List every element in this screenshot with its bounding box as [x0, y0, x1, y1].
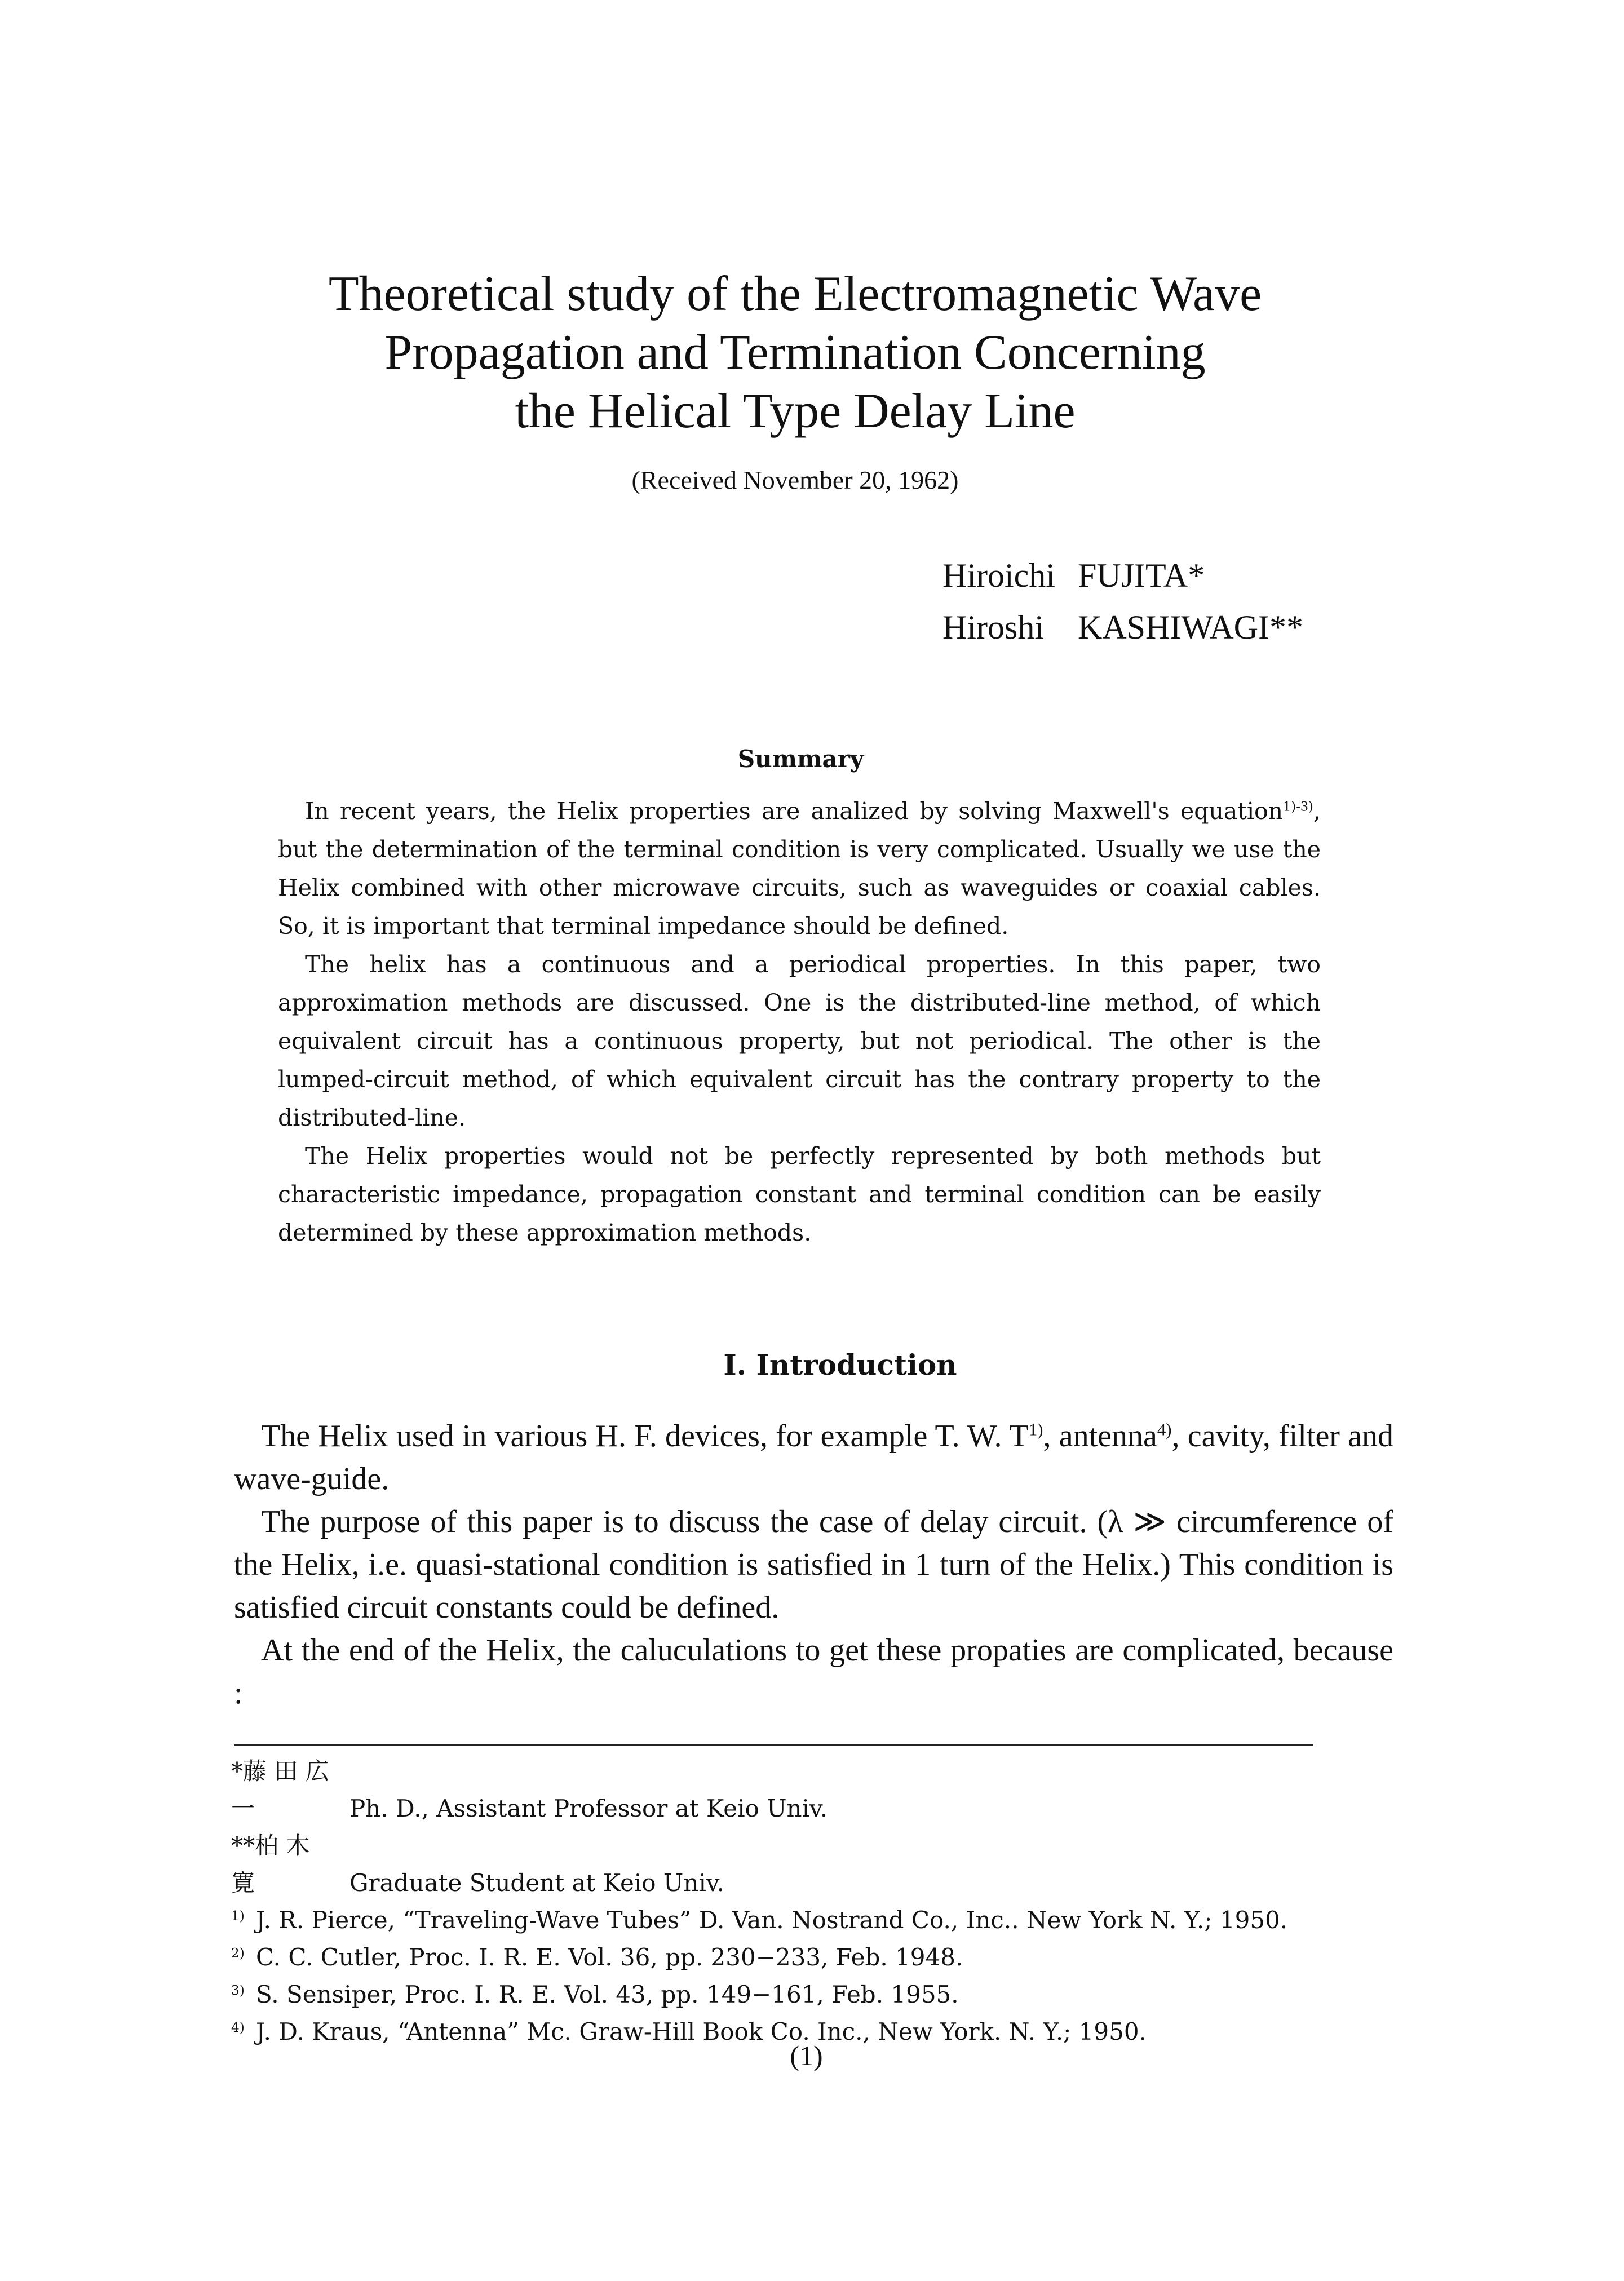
body-paragraph	[234, 1415, 1393, 1500]
footnote-text: S. Sensiper, Proc. I. R. E. Vol. 43, pp. 149−161, Feb. 1955.	[256, 1981, 959, 2008]
page-number: (1)	[790, 2040, 823, 2071]
footnote-text: Graduate Student at Keio Univ.	[349, 1869, 724, 1897]
title-line: Theoretical study of the Electromagnetic Wave	[328, 267, 1262, 321]
summary-paragraph: The Helix properties would not be perfectly represented by both methods but characteristic impedance, propagation constant and terminal condition can be easily determined by these approximation methods.	[278, 1142, 1321, 1246]
body-text: , cavity, filter and wave-guide.	[234, 1419, 1394, 1496]
paper-title	[0, 265, 1607, 441]
footnote: 4) J. D. Kraus, “Antenna” Mc. Graw-Hill Book Co. Inc., New York. N. Y.; 1950.	[231, 2018, 1147, 2045]
citation: 1)	[1028, 1420, 1043, 1440]
footnote-text: C. C. Cutler, Proc. I. R. E. Vol. 36, pp. 230−233, Feb. 1948.	[256, 1943, 963, 1971]
author	[942, 550, 1303, 601]
title-line: the Helical Type Delay Line	[515, 384, 1076, 439]
section-heading: I. Introduction	[723, 1348, 957, 1381]
citation: 1)-3)	[1283, 799, 1313, 814]
footnote-divider	[234, 1744, 1313, 1746]
introduction-body	[234, 1415, 1393, 1715]
summary-text: In recent years, the Helix properties are analized by solving Maxwell's equation	[305, 798, 1284, 825]
summary-text: , but the determination of the terminal condition is very complicated. Usually we use the Helix combined with other microwave circuits, such as waveguides or coaxial cables. So, it is important that terminal impedance should be defined.	[278, 798, 1321, 940]
title-line: Propagation and Termination Concerning	[384, 325, 1206, 380]
summary-section	[278, 792, 1321, 1252]
footnotes	[231, 1753, 1319, 2050]
author-family-name: FUJITA*	[1078, 557, 1205, 594]
footnote	[231, 1753, 1319, 1827]
footnote-mark: *藤 田 広 一	[231, 1757, 329, 1822]
footnote: 1) J. R. Pierce, “Traveling-Wave Tubes” D. Van. Nostrand Co., Inc.. New York N. Y.; 1950.	[231, 1906, 1288, 1934]
summary-paragraph	[278, 792, 1321, 945]
author-given-name: Hiroshi	[942, 609, 1044, 646]
footnote-text: Ph. D., Assistant Professor at Keio Univ.	[349, 1795, 828, 1822]
footnote: 3) S. Sensiper, Proc. I. R. E. Vol. 43, pp. 149−161, Feb. 1955.	[231, 1981, 959, 2008]
citation: 4)	[1157, 1420, 1172, 1440]
body-text: , antenna	[1043, 1419, 1157, 1454]
footnote-mark: **柏 木 寛	[231, 1832, 341, 1897]
author-given-name: Hiroichi	[942, 557, 1055, 594]
received-date: (Received November 20, 1962)	[631, 466, 959, 494]
body-paragraph: At the end of the Helix, the caluculations to get these propaties are complicated, because :	[234, 1633, 1393, 1711]
footnote-text: J. R. Pierce, “Traveling-Wave Tubes” D. Van. Nostrand Co., Inc.. New York N. Y.; 1950.	[256, 1906, 1288, 1934]
author-list	[942, 550, 1303, 653]
footnote-text: J. D. Kraus, “Antenna” Mc. Graw-Hill Book Co. Inc., New York. N. Y.; 1950.	[256, 2018, 1147, 2045]
footnote	[231, 1827, 1319, 1902]
body-paragraph: The purpose of this paper is to discuss the case of delay circuit. (λ ≫ circumference of the Helix, i.e. quasi-stational condition is satisfied in 1 turn of the Helix.) This condition is satisfied circuit constants could be defined.	[234, 1504, 1393, 1625]
author	[942, 601, 1303, 653]
author-family-name: KASHIWAGI**	[1078, 609, 1303, 646]
summary-paragraph: The helix has a continuous and a periodical properties. In this paper, two approximation methods are discussed. One is the distributed-line method, of which equivalent circuit has a continuous property, but not periodical. The other is the lumped-circuit method, of which equivalent circuit has the contrary property to the distributed-line.	[278, 951, 1321, 1131]
body-text: The Helix used in various H. F. devices, for example T. W. T	[261, 1419, 1029, 1454]
footnote: 2) C. C. Cutler, Proc. I. R. E. Vol. 36, pp. 230−233, Feb. 1948.	[231, 1943, 963, 1971]
summary-heading: Summary	[737, 745, 864, 773]
